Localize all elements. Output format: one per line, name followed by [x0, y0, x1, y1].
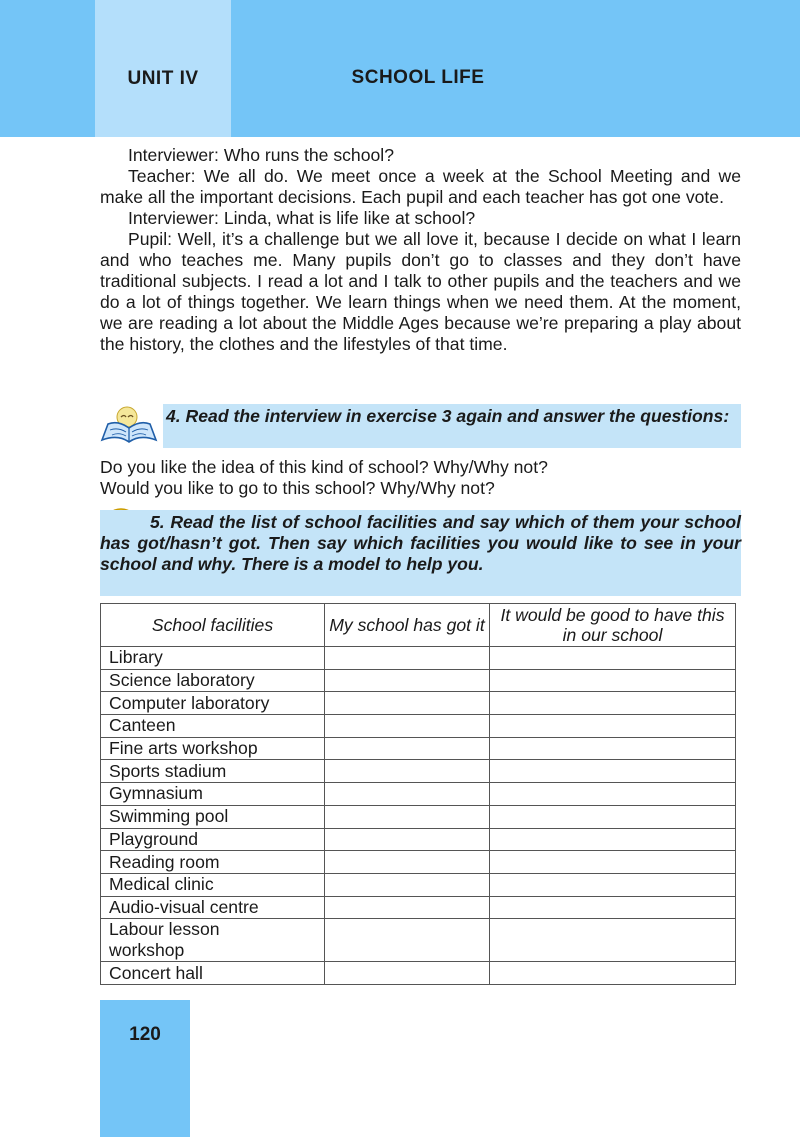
facility-name: Labour lesson workshop — [101, 919, 325, 962]
header-school-facilities: School facilities — [101, 604, 325, 647]
facility-name: Sports stadium — [101, 760, 325, 783]
cell-has-it[interactable] — [325, 805, 490, 828]
cell-has-it[interactable] — [325, 828, 490, 851]
facility-name: Swimming pool — [101, 805, 325, 828]
interview-line: Pupil: Well, it’s a challenge but we all love it, because I decide on what I learn and who teaches me. Many pupils don’t go to classes and they don’t have traditional subjects. I read a lot and I talk to other pupils and the teachers and we do a lot of things together. We learn things when we need them. At the moment, we are reading a lot about the Middle Ages because we’re preparing a play about the history, the clothes and the lifestyles of that time. — [100, 229, 741, 354]
task5 — [100, 512, 741, 575]
header-would-be-good: It would be good to have this in our school — [490, 604, 736, 647]
table-row — [101, 647, 736, 670]
table-row — [101, 737, 736, 760]
interview-line: Teacher: We all do. We meet once a week at the School Meeting and we make all the important decisions. Each pupil and each teacher has got one vote. — [100, 166, 741, 207]
cell-has-it[interactable] — [325, 737, 490, 760]
cell-would-like[interactable] — [490, 647, 736, 670]
facility-name: Reading room — [101, 851, 325, 874]
table-row — [101, 962, 736, 985]
facility-name: Computer laboratory — [101, 692, 325, 715]
footer-tab — [100, 1000, 190, 1137]
section-title: SCHOOL LIFE — [351, 67, 485, 88]
cell-would-like[interactable] — [490, 962, 736, 985]
book-reader-icon — [100, 404, 158, 444]
facility-name: Medical clinic — [101, 873, 325, 896]
cell-has-it[interactable] — [325, 692, 490, 715]
table-row — [101, 783, 736, 806]
facility-name: Science laboratory — [101, 669, 325, 692]
table-row — [101, 805, 736, 828]
table-row — [101, 896, 736, 919]
cell-would-like[interactable] — [490, 919, 736, 962]
cell-has-it[interactable] — [325, 647, 490, 670]
table-row — [101, 715, 736, 738]
question: Do you like the idea of this kind of school? Why/Why not? — [100, 457, 548, 477]
cell-would-like[interactable] — [490, 783, 736, 806]
facilities-table — [100, 603, 736, 985]
facility-name: Playground — [101, 828, 325, 851]
task4 — [166, 406, 741, 427]
cell-would-like[interactable] — [490, 851, 736, 874]
cell-has-it[interactable] — [325, 873, 490, 896]
question: Would you like to go to this school? Why/Why not? — [100, 478, 495, 498]
table-row — [101, 873, 736, 896]
cell-would-like[interactable] — [490, 896, 736, 919]
cell-would-like[interactable] — [490, 737, 736, 760]
table-row — [101, 692, 736, 715]
facility-name: Gymnasium — [101, 783, 325, 806]
cell-has-it[interactable] — [325, 783, 490, 806]
cell-has-it[interactable] — [325, 715, 490, 738]
cell-would-like[interactable] — [490, 828, 736, 851]
unit-label: UNIT IV — [127, 68, 199, 89]
facility-name: Library — [101, 647, 325, 670]
task4-title: 4. Read the interview in exercise 3 again and answer the questions: — [166, 406, 730, 426]
cell-has-it[interactable] — [325, 919, 490, 962]
table-row — [101, 919, 736, 962]
table-row — [101, 851, 736, 874]
cell-would-like[interactable] — [490, 760, 736, 783]
table-row — [101, 760, 736, 783]
header-my-school: My school has got it — [325, 604, 490, 647]
task5-title: 5. Read the list of school facilities and say which of them your school has got/hasn’t got. Then say which facilities you would like to see in your school and why. There is a model to help you. — [100, 512, 741, 574]
table-row — [101, 828, 736, 851]
facility-name: Fine arts workshop — [101, 737, 325, 760]
cell-would-like[interactable] — [490, 715, 736, 738]
interview-line: Interviewer: Who runs the school? — [128, 145, 394, 165]
page-number: 120 — [129, 1024, 161, 1045]
cell-would-like[interactable] — [490, 873, 736, 896]
cell-would-like[interactable] — [490, 805, 736, 828]
cell-has-it[interactable] — [325, 851, 490, 874]
table-header-row — [101, 604, 736, 647]
cell-has-it[interactable] — [325, 896, 490, 919]
cell-would-like[interactable] — [490, 669, 736, 692]
facility-name: Canteen — [101, 715, 325, 738]
cell-has-it[interactable] — [325, 669, 490, 692]
facility-name: Audio-visual centre — [101, 896, 325, 919]
interview-text — [100, 145, 741, 355]
cell-would-like[interactable] — [490, 692, 736, 715]
interview-line: Interviewer: Linda, what is life like at school? — [128, 208, 476, 228]
cell-has-it[interactable] — [325, 962, 490, 985]
table-row — [101, 669, 736, 692]
cell-has-it[interactable] — [325, 760, 490, 783]
facility-name: Concert hall — [101, 962, 325, 985]
task4-questions — [100, 457, 741, 499]
